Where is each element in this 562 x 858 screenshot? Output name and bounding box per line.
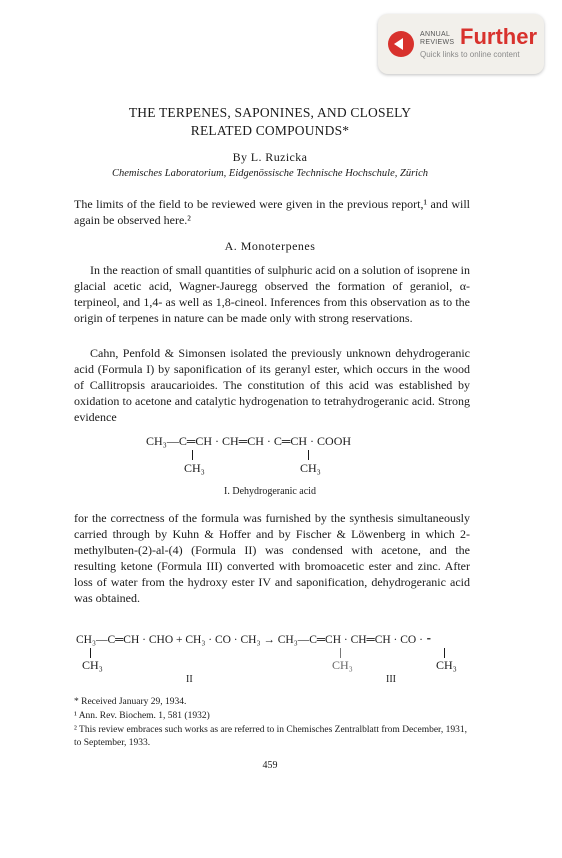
section-heading: A. Monoterpenes: [224, 239, 316, 253]
back-arrow-icon: [388, 31, 414, 57]
further-banner[interactable]: [378, 14, 544, 74]
paragraph-2: Cahn, Penfold & Simonsen isolated the previously unknown dehydrogeranic acid (Formula I) by saponification of its geranyl ester, which occurs in the wood of Callitropsis araucarioides. The constitution of this acid was established by oxidation to acetone and catalytic hydrogenation to tetrahydrogeranic acid. Strong evidence: [74, 346, 470, 424]
author: By L. Ruzicka: [232, 150, 308, 164]
formula-i-bond-left: [192, 450, 193, 460]
formula-ii-label: II: [186, 674, 193, 685]
paragraph-1: In the reaction of small quantities of sulphuric acid on a solution of isoprene in glacial acetic acid, Wagner-Jauregg observed the formation of geraniol, α-terpineol, and 1,4- as well as 1,8-cineol. Inferences from this observation as to the origin of terpenes in nature can be made only with strong reservations.: [74, 263, 470, 325]
formula-iii-bond-right: [444, 648, 445, 658]
footnote-2: ² This review embraces such works as are referred to in Chemisches Zentralblatt from December, 1931, to September, 1933.: [74, 725, 467, 748]
banner-annual-reviews: ANNUAL REVIEWS: [420, 31, 455, 46]
formula-i-sub-left: CH₃: [184, 461, 205, 475]
affiliation: Chemisches Laboratorium, Eidgenössische Technische Hochschule, Zürich: [111, 168, 429, 179]
formula-ii-iii-main: CH₃—C═CH · CHO + CH₃ · CO · CH₃ → CH₃—C═CH · CH═CH · CO · ⁃: [76, 634, 432, 646]
formula-i: [0, 434, 562, 486]
footnote-received: * Received January 29, 1934.: [74, 697, 187, 707]
page-number: 459: [262, 760, 278, 771]
formula-ii-iii: [0, 632, 562, 692]
formula-iii-sub-right: CH₃: [436, 658, 457, 672]
paragraph-3: for the correctness of the formula was furnished by the synthesis simultaneously carried through by Kuhn & Hoffer and by Fischer & Löwenberg in which 2-methylbuten-(2)-al-(4) (Formula II) was condensed with acetone, and the resulting ketone (Formula III) converted with bromoacetic ester and zinc. After loss of water from the hydroxy ester IV and saponification, dehydrogeranic acid was obtained.: [74, 511, 470, 605]
formula-iii-label: III: [386, 674, 396, 685]
formula-i-sub-right: CH₃: [300, 461, 321, 475]
banner-further-label: Further: [460, 24, 537, 49]
formula-i-caption: I. Dehydrogeranic acid: [224, 486, 316, 497]
intro-paragraph: The limits of the field to be reviewed were given in the previous report,¹ and will again be observed here.²: [74, 197, 470, 227]
formula-iii-bond-left: [340, 648, 341, 658]
banner-quick-links[interactable]: Quick links to online content: [420, 50, 520, 59]
formula-ii-sub: CH₃: [82, 658, 103, 672]
formula-i-main: CH₃—C═CH · CH═CH · C═CH · COOH: [146, 434, 352, 448]
formula-i-bond-right: [308, 450, 309, 460]
formula-iii-sub-mid: CH₃: [332, 658, 353, 672]
article-title: THE TERPENES, SAPONINES, AND CLOSELY RELATED COMPOUNDS*: [128, 105, 412, 138]
formula-ii-bond: [90, 648, 91, 658]
footnote-1: ¹ Ann. Rev. Biochem. 1, 581 (1932): [74, 711, 210, 721]
